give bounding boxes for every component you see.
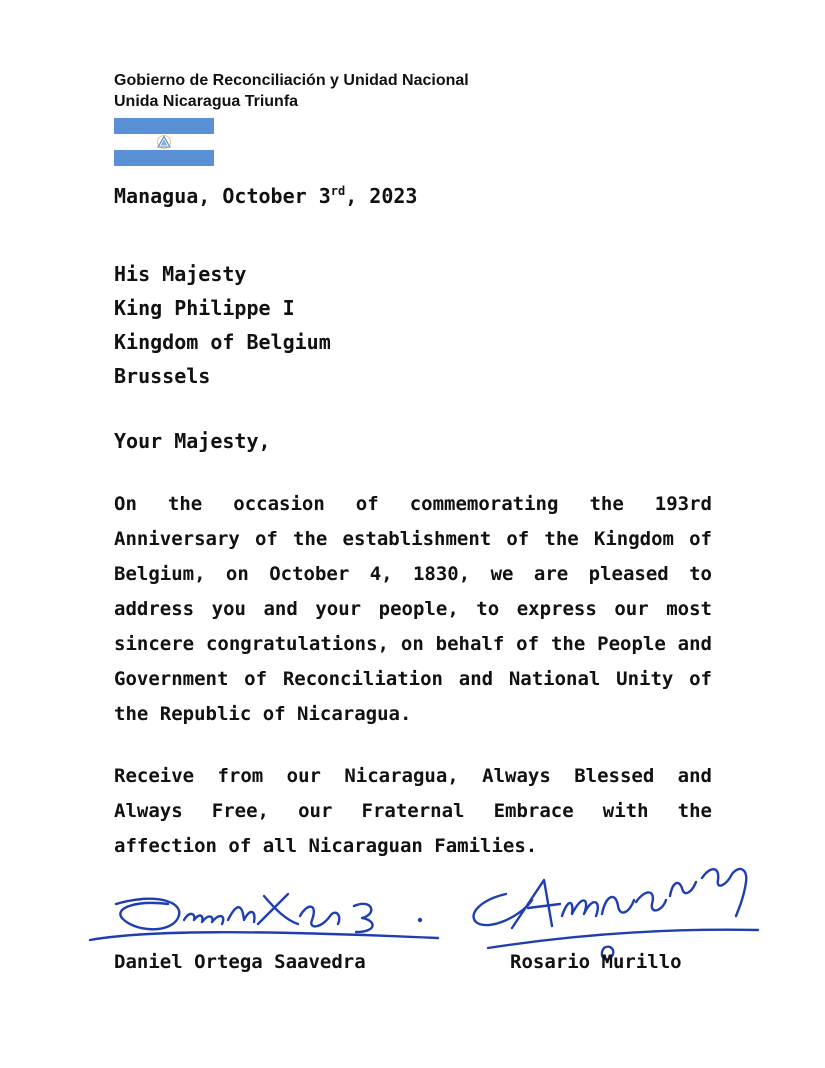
recipient-line-1: His Majesty xyxy=(114,262,247,286)
recipient-line-2: King Philippe I xyxy=(114,296,295,320)
salutation: Your Majesty, xyxy=(114,429,271,453)
letter-date: Managua, October 3rd, 2023 xyxy=(114,184,418,208)
recipient-block xyxy=(114,257,331,393)
recipient-line-4: Brussels xyxy=(114,364,211,388)
signer-name-rosario-murillo: Rosario Murillo xyxy=(510,951,682,973)
recipient-line-3: Kingdom of Belgium xyxy=(114,330,331,354)
body-paragraph-1: On the occasion of commemorating the 193rd Anniversary of the establishment of the Kingdom of Belgium, on October 4, 1830, we are pleased to address you and your people, to express our most sincere congratulations, on behalf of the People and Government of Reconciliation and National Unity of the Republic of Nicaragua. xyxy=(114,493,712,725)
signature-daniel-ortega xyxy=(86,880,446,952)
signer-name-daniel-ortega: Daniel Ortega Saavedra xyxy=(114,951,366,973)
date-ordinal-suffix: rd xyxy=(330,184,346,198)
nicaragua-flag-icon xyxy=(114,118,214,166)
letterhead xyxy=(114,70,469,112)
letterhead-line-2: Unida Nicaragua Triunfa xyxy=(114,93,299,110)
signature-rosario-murillo xyxy=(466,856,766,966)
body-paragraph-2: Receive from our Nicaragua, Always Blessed and Always Free, our Fraternal Embrace with the affection of all Nicaraguan Families. xyxy=(114,765,712,857)
letterhead-line-1: Gobierno de Reconciliación y Unidad Nacional xyxy=(114,72,469,89)
